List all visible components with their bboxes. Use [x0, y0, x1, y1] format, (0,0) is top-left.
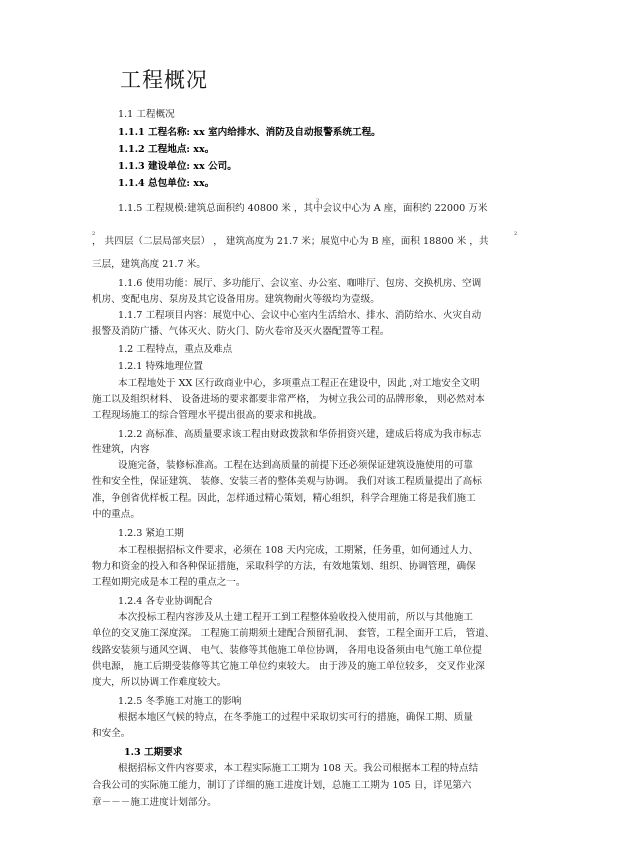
item-1-1-6-line2: 机房、变配电房、泵房及其它设备用房。建筑物耐火等级均为壹级。: [92, 294, 380, 305]
para-1-2-4-line3: 线路安装须与通风空调、 电气、装修等其他施工单位协调， 各用电设备须由电气施工单位提: [92, 645, 482, 656]
para-1-2-2-line3: 准，争创省优样板工程。因此，怎样通过精心策划，精心组织，科学合理施工将是我们施工: [92, 493, 476, 504]
para-1-2-4-line2: 单位的交叉施工深度深。 工程施工前期须土建配合预留孔洞、 套管，工程全面开工后， 管道、: [92, 628, 495, 639]
para-1-2-3-line1: 本工程根据招标文件要求，必须在 108 天内完成，工期紧，任务重，如何通过人力、: [118, 545, 479, 556]
para-1-3-line3: 章－－－施工进度计划部分。: [92, 797, 217, 808]
para-1-3-line1: 根据招标文件内容要求，本工程实际施工工期为 108 天。我公司根据本工程的特点结: [118, 763, 479, 774]
para-1-2-2-line1: 设施完备，装修标准高。工程在达到高质量的前提下还必须保证建筑设施使用的可靠: [118, 460, 473, 471]
superscript-mark: 2: [92, 231, 96, 237]
item-1-2-1: 1.2.1 特殊地理位置: [118, 361, 204, 372]
item-1-1-1: 1.1.1 工程名称: xx 室内给排水、消防及自动报警系统工程。: [118, 127, 381, 138]
item-1-1-7-line1: 1.1.7 工程项目内容：展览中心、会议中心室内生活给水、排水、消防给水、火灾自动: [118, 310, 482, 321]
para-1-2-4-line5: 度大，所以协调工作难度较大。: [92, 677, 227, 688]
item-1-2-5: 1.2.5 冬季施工对施工的影响: [118, 696, 242, 707]
para-1-2-4-line1: 本次投标工程内容涉及从土建工程开工到工程整体验收投入使用前，所以与其他施工: [118, 612, 473, 623]
item-1-1-5-line3: 三层，建筑高度 21.7 米。: [92, 259, 206, 270]
para-1-2-1-line1: 本工程地处于 XX 区行政商业中心，多项重点工程正在建设中，因此 ,对工地安全文明: [118, 378, 480, 389]
section-1-1: 1.1 工程概况: [118, 109, 175, 120]
para-1-2-4-line4: 供电源， 施工后期受装修等其它施工单位约束较大。 由于涉及的施工单位较多， 交叉作业深: [92, 661, 485, 672]
item-1-1-7-line2: 报警及消防广播、气体灭火、防火门、防火卷帘及灭火器配置等工程。: [92, 326, 390, 337]
para-1-2-5-line1: 根据本地区气候的特点，在冬季施工的过程中采取切实可行的措施，确保工期、质量: [118, 712, 473, 723]
para-1-2-1-line3: 工程现场施工的综合管理水平提出很高的要求和挑战。: [92, 410, 323, 421]
section-1-2: 1.2 工程特点，重点及难点: [118, 344, 233, 355]
superscript-mark: 2: [316, 198, 320, 204]
item-1-2-4: 1.2.4 各专业协调配合: [118, 596, 213, 607]
superscript-mark: 2: [514, 231, 518, 237]
para-1-2-3-line3: 工程如期完成是本工程的重点之一。: [92, 577, 246, 588]
item-1-2-3: 1.2.3 紧迫工期: [118, 528, 184, 539]
item-1-1-6-line1: 1.1.6 使用功能：展厅、多功能厅、会议室、办公室、咖啡厅、包房、交换机房、空调: [118, 278, 482, 289]
section-1-3: 1.3 工期要求: [124, 747, 183, 758]
item-1-1-5-line1: 1.1.5 工程规模:建筑总面积约 40800 米 ，其中会议中心为 A 座，面积约 22000 万米: [118, 203, 488, 214]
para-1-2-1-line2: 施工以及组织材料、 设备进场的要求都要非常严格， 为树立我公司的品牌形象， 则必然对本: [92, 394, 485, 405]
item-1-1-2: 1.1.2 工程地点: xx。: [118, 144, 215, 155]
para-1-2-2-line4: 中的重点。: [92, 509, 140, 520]
item-1-2-2-line2: 性建筑，内容: [92, 444, 150, 455]
item-1-1-3: 1.1.3 建设单位: xx 公司。: [118, 161, 237, 172]
item-1-2-2-line1: 1.2.2 高标准、高质量要求该工程由财政拨款和华侨捐资兴建，建成后将成为我市标志: [118, 429, 482, 440]
para-1-2-2-line2: 性和安全性，保证建筑、 装修、安装三者的整体美观与协调。 我们对该工程质量提出了高标: [92, 476, 482, 487]
item-1-1-4: 1.1.4 总包单位: xx。: [118, 178, 215, 189]
para-1-2-5-line2: 和安全。: [92, 728, 131, 739]
page-title: 工程概况: [120, 68, 208, 92]
para-1-2-3-line2: 物力和资金的投入和各种保证措施，采取科学的方法，有效地策划、组织、协调管理，确保: [92, 561, 476, 572]
para-1-3-line2: 合我公司的实际施工能力，制订了详细的施工进度计划，总施工工期为 105 日，详见第六: [92, 780, 472, 791]
item-1-1-5-line2: ， 共四层（二层局部夹层） ， 建筑高度为 21.7 米；展览中心为 B 座，面积 18800 米 ，共: [92, 236, 489, 247]
